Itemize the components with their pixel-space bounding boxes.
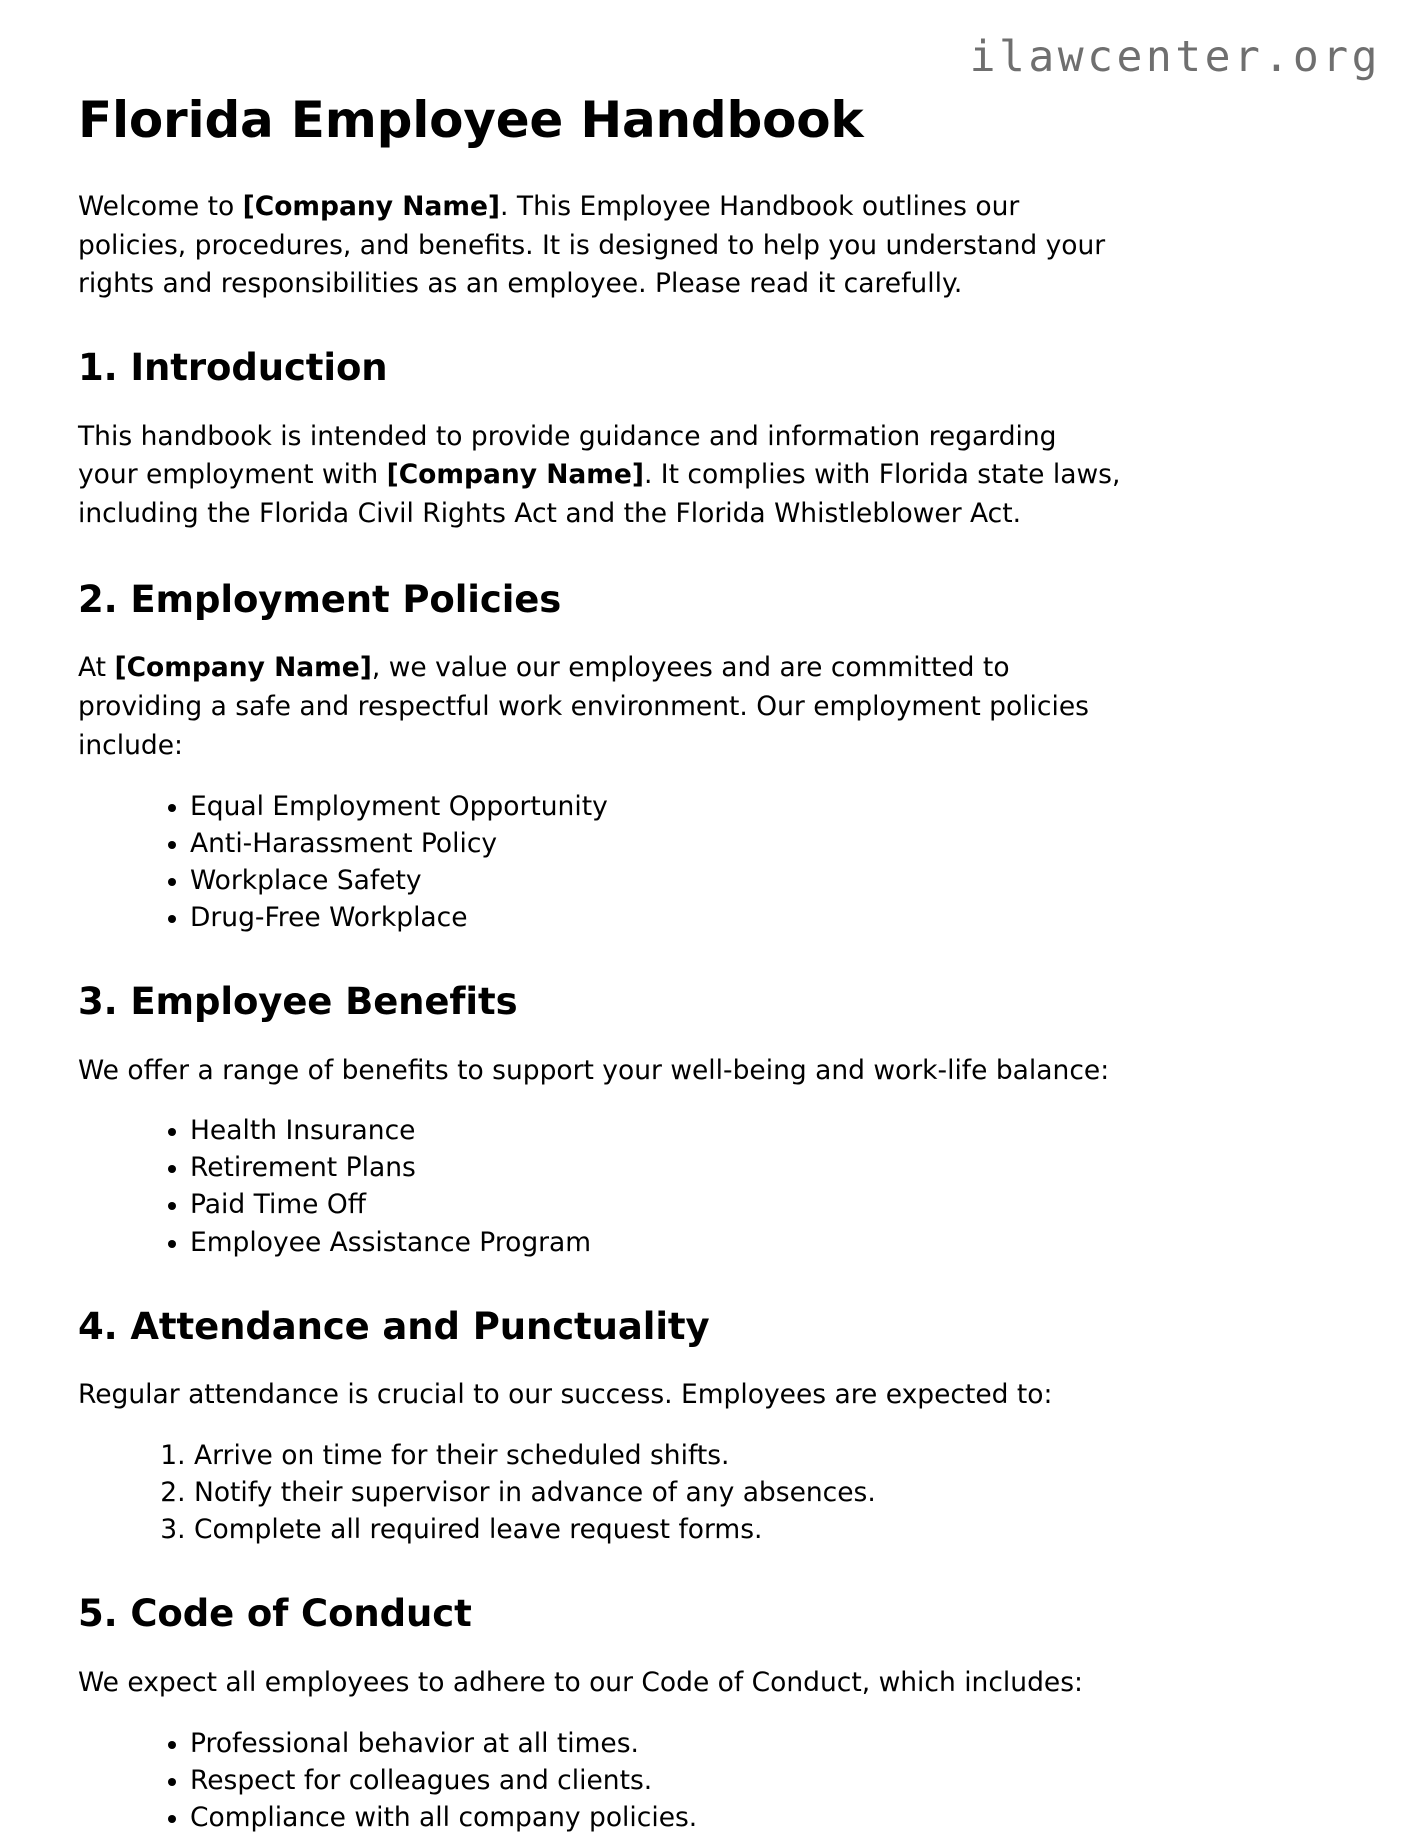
section-paragraph-introduction: [78, 418, 1123, 534]
list-item: • Workplace Safety: [190, 862, 1343, 899]
list-item: • Anti-Harassment Policy: [190, 825, 1343, 862]
intro-paragraph: [78, 188, 1123, 304]
list-item: • Equal Employment Opportunity: [190, 788, 1343, 825]
attendance-expectations-list: [78, 1437, 1343, 1548]
list-item: • Drug-Free Workplace: [190, 899, 1343, 936]
section-heading-introduction: 1. Introduction: [78, 346, 388, 390]
list-item: • Compliance with all company policies.: [190, 1799, 1343, 1836]
list-item: • Respect for colleagues and clients.: [190, 1762, 1343, 1799]
list-item: • Retirement Plans: [190, 1149, 1343, 1186]
section-2-lead-text: At: [78, 652, 115, 684]
list-item: • Employee Assistance Program: [190, 1224, 1343, 1261]
section-paragraph-employment-policies: [78, 649, 1123, 765]
company-name-placeholder: [Company Name]: [114, 652, 372, 684]
list-item: 1. Arrive on time for their scheduled shifts.: [194, 1437, 1343, 1474]
section-heading-attendance-and-punctuality: 4. Attendance and Punctuality: [78, 1304, 710, 1348]
page-title: Florida Employee Handbook: [78, 91, 864, 149]
employee-benefits-list: [78, 1112, 1343, 1260]
list-item: • Professional behavior at all times.: [190, 1725, 1343, 1762]
section-paragraph-employee-benefits: We offer a range of benefits to support your well-being and work-life balance:: [78, 1054, 1110, 1086]
code-of-conduct-list: [78, 1725, 1343, 1836]
section-heading-employment-policies: 2. Employment Policies: [78, 577, 562, 621]
intro-rest-text: . This Employee Handbook outlines our policies, procedures, and benefits. It is designed to help you understand your rights and responsibilities as an employee. Please read it carefully.: [78, 191, 1106, 300]
section-paragraph-attendance-and-punctuality: Regular attendance is crucial to our success. Employees are expected to:: [78, 1379, 1053, 1411]
section-paragraph-code-of-conduct: We expect all employees to adhere to our Code of Conduct, which includes:: [78, 1666, 1083, 1698]
section-1-rest-text: . It complies with Florida state laws, including the Florida Civil Rights Act and the Florida Whistleblower Act.: [78, 459, 1121, 530]
list-item: • Health Insurance: [190, 1112, 1343, 1149]
section-heading-employee-benefits: 3. Employee Benefits: [78, 979, 518, 1023]
section-heading-code-of-conduct: 5. Code of Conduct: [78, 1592, 472, 1636]
section-2-rest-text: , we value our employees and are committed to providing a safe and respectful work environment. Our employment policies include:: [78, 652, 1089, 761]
company-name-placeholder: [Company Name]: [242, 191, 501, 222]
watermark-ilawcenter: ilawcenter.org: [969, 32, 1381, 82]
company-name-placeholder: [Company Name]: [386, 459, 644, 491]
section-1-lead-text: This handbook is intended to provide guidance and information regarding your employment with: [78, 420, 1057, 491]
list-item: 2. Notify their supervisor in advance of any absences.: [194, 1474, 1343, 1511]
list-item: 3. Complete all required leave request forms.: [194, 1511, 1343, 1548]
intro-lead-text: Welcome to: [78, 191, 243, 222]
employment-policies-list: [78, 788, 1343, 936]
list-item: • Paid Time Off: [190, 1186, 1343, 1223]
